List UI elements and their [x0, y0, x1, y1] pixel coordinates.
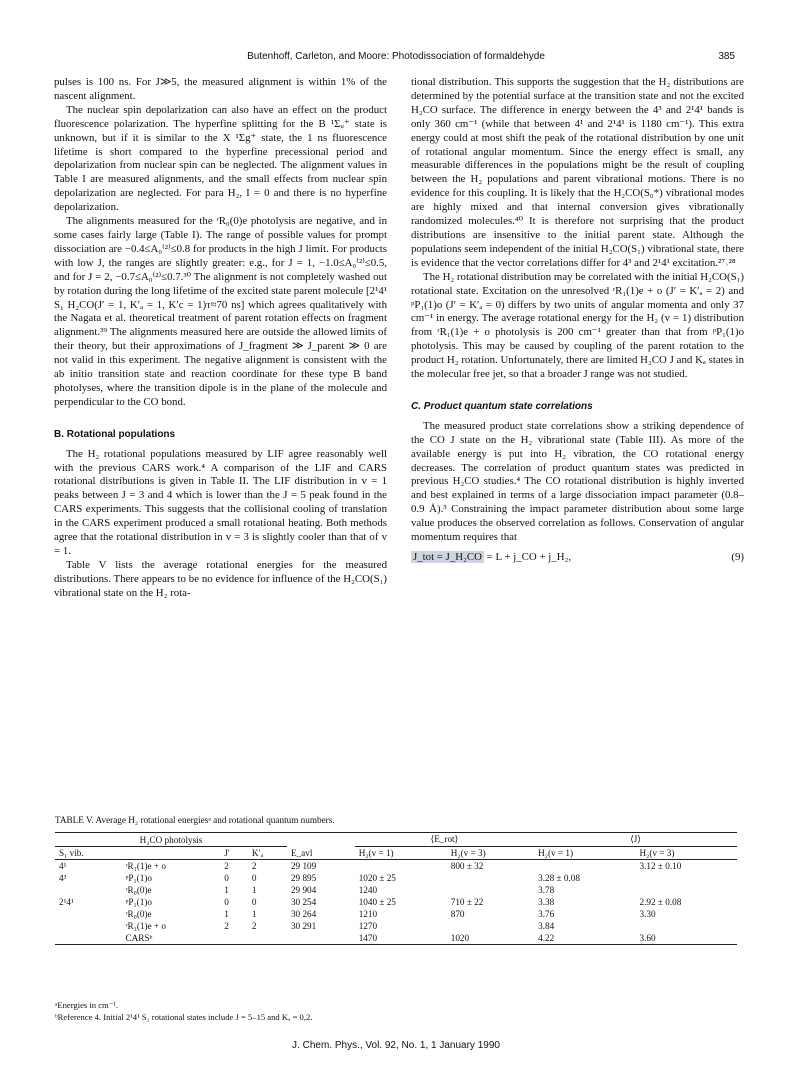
- column-header: H₂(v = 3): [450, 848, 486, 858]
- running-title: Butenhoff, Carleton, and Moore: Photodissociation of formaldehyde: [247, 51, 545, 62]
- paragraph: tional distribution. This supports the suggestion that the H₂ distributions are determined by the potential surface at the transition state and not the excited H₂CO surface. The difference in energy between the 4³ and 2¹4¹ bands is only 360 cm⁻¹ (while that between 4¹ and 2¹4¹ is 1180 cm⁻¹). This extra energy could at most shift the peak of the rotational distribution by one unit of rotational angular momentum. Since the energy effect is small, any measurable differences in the populations might be the result of coupling between the H₂ populations and parent vibrational motions. There is no evidence for this coupling. It is likely that the H₂CO(S₀*) vibrational modes are highly mixed and that internal conversion gives vibrationally randomized molecules.⁴⁰ It is therefore not surprising that the product distributions are insensitive to the initial parent state. Although the populations seem independent of the initial H₂CO(S₁) vibrational state, there is evidence that the vector correlations differ for 4³ and 2¹4¹ excitation.²⁷˒²⁸: [411, 76, 744, 269]
- cell: 2¹4¹: [59, 897, 74, 907]
- cell: 3.60: [639, 933, 656, 943]
- cell: 4.22: [538, 933, 555, 943]
- cell: 710 ± 22: [450, 897, 484, 907]
- cell: 0: [224, 873, 229, 883]
- cell: [355, 860, 447, 873]
- column-header: S₁ vib.: [59, 848, 84, 858]
- cell: [55, 908, 122, 920]
- cell: 4¹: [59, 861, 67, 871]
- cell: 0: [224, 897, 229, 907]
- cell: 2: [251, 861, 257, 871]
- cell: ᵖP₁(1)o: [125, 897, 152, 907]
- column-header: J′: [224, 848, 230, 858]
- cell: CARSᵇ: [125, 933, 153, 943]
- cell: 3.38: [538, 897, 555, 907]
- cell: 3.84: [538, 921, 555, 931]
- cell: [636, 920, 737, 932]
- section-heading: B. Rotational populations: [54, 428, 176, 440]
- cell: ʳR₁(1)e + o: [125, 921, 166, 931]
- data-table: [55, 832, 737, 945]
- column-header: H₂(v = 1): [538, 848, 574, 858]
- table-row: [55, 872, 737, 884]
- cell: 3.12 ± 0.10: [639, 861, 682, 871]
- cell: 3.78: [538, 885, 555, 895]
- table-footnote-a: ᵃEnergies in cm⁻¹.: [55, 1000, 119, 1010]
- equation-lhs: J_tot = J_H₂CO: [413, 551, 482, 563]
- equation-number: (9): [731, 551, 744, 563]
- cell: 1: [251, 909, 257, 919]
- paragraph: The measured product state correlations show a striking dependence of the CO J state on the H₂ vibrational state (Table III). As more of the available energy is put into H₂ vibration, the CO rotational energy decreases. The correlation of product quantum states was predicted in previous H₂CO studies.⁴ The CO rotational distribution is highly inverted and best explained in terms of a large dissociation impact parameter (0.8–0.9 Å).³ Constraining the impact parameter distribution about some large value produces the observed correlation as follows. Conservation of angular momentum requires that: [411, 419, 744, 544]
- cell: [248, 932, 287, 945]
- cell: 30 291: [290, 921, 317, 931]
- paragraph: The alignments measured for the ʳR₀(0)e photolysis are negative, and in some cases fairly large (Table I). The range of possible values for prompt dissociation are −0.4≤A₀⁽²⁾≤0.8 for products in the high J limit. For products with low J, the ranges are slightly greater: e.g., for J = 1, −1.0≤A₀⁽²⁾≤0.5, and for J = 2, −0.7≤A₀⁽²⁾≤0.7.³⁰ The alignment is not completely washed out by rotation during the long lifetime of the excited state parent molecule [2¹4¹ S₁ H₂CO(J′ = 1, K′ₐ = 1, K′c = 1)τ≈70 ns] which agrees qualitatively with the Nagata et al. theoretical treatment of parent rotation effects on fragment alignment.³⁹ The alignments measured here are outside the allowed limits of their theory, but their approximations of J_fragment ≫ J_parent ≫ 0 are not valid in this experiment. The negative alignment is consistent with the ab initio transition state and reaction coordinate for these type B band photolyses, where the transition dipole is in the plane of the molecule and perpendicular to the CO bond.: [54, 215, 387, 408]
- cell: [55, 884, 122, 896]
- cell: 1470: [358, 933, 378, 943]
- column-header: K′ₐ: [251, 848, 264, 858]
- cell: 1: [224, 909, 229, 919]
- cell: 1: [251, 885, 257, 895]
- cell: [636, 884, 737, 896]
- page-number: 385: [718, 51, 735, 62]
- table-row: [55, 860, 737, 873]
- right-column: [411, 76, 744, 565]
- cell: 29 895: [290, 873, 317, 883]
- cell: [447, 872, 534, 884]
- group-header: H₂CO photolysis: [55, 833, 287, 847]
- cell: 1020 ± 25: [358, 873, 396, 883]
- left-column: [54, 76, 387, 601]
- cell: 2: [224, 921, 229, 931]
- column-header: H₂(v = 3): [639, 848, 675, 858]
- cell: 870: [450, 909, 465, 919]
- group-header: ⟨E_rot⟩: [355, 833, 534, 847]
- cell: 1020: [450, 933, 470, 943]
- cell: 800 ± 32: [450, 861, 484, 871]
- running-header: [55, 51, 737, 62]
- table-row: [55, 920, 737, 932]
- cell: 1240: [358, 885, 378, 895]
- cell: 2.92 ± 0.08: [639, 897, 682, 907]
- cell: 3.30: [639, 909, 656, 919]
- cell: 1270: [358, 921, 378, 931]
- table-row: [55, 896, 737, 908]
- table-row: [55, 908, 737, 920]
- cell: 29 109: [290, 861, 317, 871]
- column-header: H₂(v = 1): [358, 848, 394, 858]
- cell: ʳR₁(1)e + o: [125, 861, 166, 871]
- cell: 1210: [358, 909, 378, 919]
- cell: 3.28 ± 0.08: [538, 873, 580, 883]
- paragraph: pulses is 100 ns. For J≫5, the measured alignment is within 1% of the nascent alignment.: [54, 76, 387, 102]
- cell: [220, 932, 248, 945]
- cell: ʳR₀(0)e: [125, 909, 152, 919]
- cell: [447, 884, 534, 896]
- table-footnote-b: ᵇReference 4. Initial 2¹4¹ S₁ rotational states include J = 5–15 and Kₐ = 0,2.: [55, 1012, 313, 1022]
- journal-footer: J. Chem. Phys., Vol. 92, No. 1, 1 January 1990: [292, 1040, 500, 1051]
- cell: [55, 932, 122, 945]
- cell: 0: [251, 873, 257, 883]
- cell: 0: [251, 897, 257, 907]
- table-row: [55, 884, 737, 896]
- equation: [411, 551, 744, 565]
- cell: 1040 ± 25: [358, 897, 396, 907]
- table-row: [55, 932, 737, 945]
- cell: 29 904: [290, 885, 317, 895]
- column-header: E_avl: [290, 847, 313, 858]
- cell: 1: [224, 885, 229, 895]
- cell: 30 254: [290, 897, 317, 907]
- equation-rhs: = L + j_CO + j_H₂,: [483, 551, 572, 563]
- cell: 4³: [59, 873, 67, 883]
- paragraph: Table V lists the average rotational energies for the measured distributions. There appears to be no evidence for influence of the H₂CO(S₁) vibrational state on the H₂ rota-: [54, 558, 387, 599]
- section-heading: C. Product quantum state correlations: [411, 400, 593, 412]
- cell: ʳR₀(0)e: [125, 885, 152, 895]
- cell: [55, 920, 122, 932]
- paragraph: The H₂ rotational populations measured by LIF agree reasonably well with the previous CARS work.⁴ A comparison of the LIF and CARS rotational distributions is given in Table II. The LIF distribution in v = 1 peaks between J = 3 and 4 which is lower than the J = 5 peak found in the CARS experiments. This suggests that the collisional cooling of translation in the CARS experiment produced a small rotational heating. Both methods agree that the rotational distribution in v = 3 is slightly cooler than that of v = 1.: [54, 447, 387, 557]
- table-caption: TABLE V. Average H₂ rotational energiesᵃ and rotational quantum numbers.: [55, 815, 335, 825]
- column-header: [122, 847, 221, 860]
- cell: ᵖP₁(1)o: [125, 873, 152, 883]
- cell: 3.76: [538, 909, 555, 919]
- cell: [447, 920, 534, 932]
- cell: [287, 932, 355, 945]
- cell: 2: [251, 921, 257, 931]
- cell: [636, 872, 737, 884]
- paragraph: The H₂ rotational distribution may be correlated with the initial H₂CO(S₁) rotational state. Excitation on the unresolved ʳR₁(1)e + o (J′ = K′ₐ = 2) and ᵖP₁(1)o (J′ = K′ₐ = 0) differs by two units of angular momenta and only 37 cm⁻¹ in energy. The average rotational energy for the H₂ (v = 1) distribution from ʳR₁(1)e + o photolysis is 200 cm⁻¹ greater than that from ᵖP₁(1)o photolysis. This may be caused by coupling of the parent rotation to the product H₂ rotation. Unfortunately, there are limited H₂CO J and Kₐ states in the molecular free jet, so that a broader J range was not studied.: [411, 270, 744, 381]
- paragraph: The nuclear spin depolarization can also have an effect on the product fluorescence polarization. The hyperfine splitting for the B ¹Σᵤ⁺ state is unknown, but if it is similar to the X ¹Σg⁺ state, the 1 ns fluorescence lifetime is short compared to the hyperfine precessional period and depolarization from nuclear spin can be neglected. The alignment values in Table I are measured alignments, and the small effects from nuclear spin depolarization are neglected. For para H₂, I = 0 and there is no hyperfine depolarization.: [54, 103, 387, 214]
- cell: [534, 860, 635, 873]
- group-header: ⟨J⟩: [534, 833, 737, 847]
- cell: 30 264: [290, 909, 317, 919]
- cell: 2: [224, 861, 229, 871]
